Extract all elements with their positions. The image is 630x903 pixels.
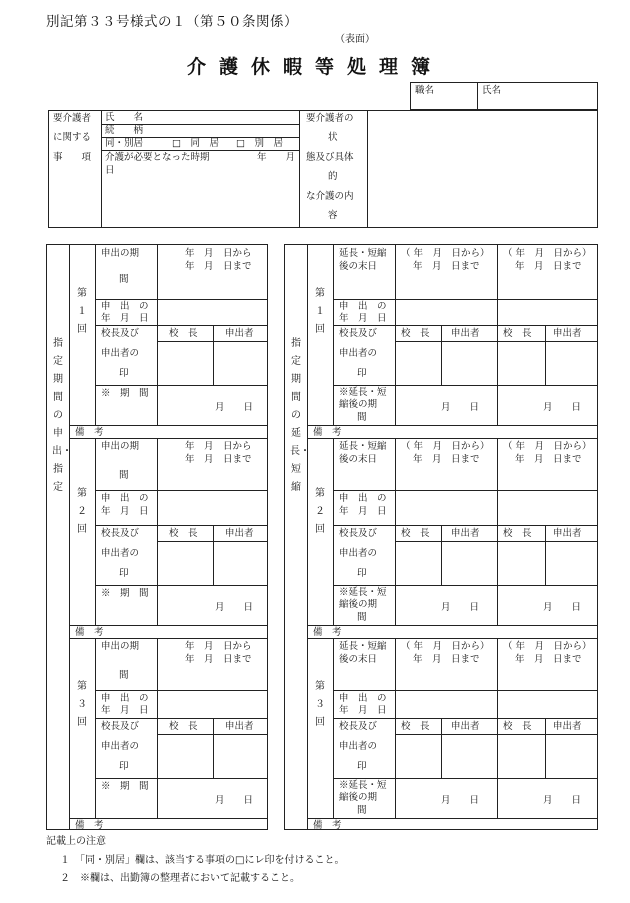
cohab-option-together[interactable]: □ 同 居 [172, 138, 219, 149]
right-b3-ext-label: 延長・短縮 [339, 641, 387, 652]
condition-label-5: な介護の内 [306, 191, 354, 202]
right-b2-date-label-2: 年 月 日 [339, 506, 387, 517]
right-b1-remarks: 備 考 [313, 427, 342, 438]
left-b2-term-label: ※ 期 間 [101, 588, 149, 599]
left-b3-date-label-2: 年 月 日 [101, 705, 149, 716]
form-id: 別記第３３号様式の１（第５０条関係） [46, 14, 298, 30]
subject-label-3: 事 項 [53, 152, 92, 163]
condition-label-4: 的 [328, 171, 338, 182]
left-b1-seal-label-2: 申出者の [101, 348, 140, 359]
left-b3-applicant: 申出者 [225, 721, 254, 732]
left-b3-period-label: 申出の期 [101, 641, 140, 652]
right-b2-term-label-3: 間 [357, 612, 367, 623]
left-b3-period-label-2: 間 [119, 670, 129, 681]
right-b1-term-label: ※延長・短 [339, 387, 387, 398]
right-b1-seal-label-2: 申出者の [339, 348, 378, 359]
care-subject-box [48, 110, 598, 228]
right-vertical-label: 指定期間の延長・短縮 [290, 338, 310, 493]
right-b1-applicant-1: 申出者 [451, 328, 480, 339]
right-b3-term-value-1: 月 日 [441, 795, 480, 806]
right-b3-seal-label-3: 印 [357, 761, 367, 772]
left-b3-seal-label-3: 印 [119, 761, 129, 772]
note-item-1: １ 「同・別居」欄は、該当する事項の□にレ印を付けること。 [60, 855, 345, 866]
right-b1-date-label-2: 年 月 日 [339, 313, 387, 324]
cohab-label: 同・別居 [105, 138, 144, 149]
time-value-ym: 年 月 [257, 152, 296, 163]
right-b3-seal-label: 校長及び [339, 721, 378, 732]
right-b3-term-label-3: 間 [357, 805, 367, 816]
right-b2-principal-1: 校 長 [401, 528, 430, 539]
left-vertical-label: 指定期間の申出・指定 [52, 338, 72, 493]
right-b2-date-label: 申 出 の [339, 493, 387, 504]
right-b3-applicant-1: 申出者 [451, 721, 480, 732]
left-b2-date-label: 申 出 の [101, 493, 149, 504]
left-b1-date-label-2: 年 月 日 [101, 313, 149, 324]
right-b1-term-value-1: 月 日 [441, 402, 480, 413]
left-block-3-num: 第３回 [77, 681, 87, 728]
right-b1-term-label-3: 間 [357, 412, 367, 423]
left-b1-remarks: 備 考 [75, 427, 104, 438]
right-b3-ext2-from: （ 年 月 日から） [503, 641, 592, 652]
right-b2-ext1-to: 年 月 日まで [413, 454, 480, 465]
right-b3-term-label-2: 縮後の期 [339, 792, 378, 803]
left-b1-term-label: ※ 期 間 [101, 388, 149, 399]
right-b2-seal-label-3: 印 [357, 568, 367, 579]
condition-label-3: 態及び具体 [306, 152, 354, 163]
right-b3-term-value-2: 月 日 [543, 795, 582, 806]
right-b3-term-label: ※延長・短 [339, 780, 387, 791]
right-b1-ext2-from: （ 年 月 日から） [503, 248, 592, 259]
left-block-1-num: 第１回 [77, 288, 87, 335]
left-b1-period-label-2: 間 [119, 274, 129, 285]
right-block-2-num: 第２回 [315, 488, 325, 535]
left-b1-period-label: 申出の期 [101, 248, 140, 259]
left-b2-period-label: 申出の期 [101, 441, 140, 452]
page-title: 介護休暇等処理簿 [186, 56, 443, 78]
right-b3-principal-1: 校 長 [401, 721, 430, 732]
right-b1-applicant-2: 申出者 [553, 328, 582, 339]
post-label: 職名 [415, 85, 435, 96]
right-b2-term-value-1: 月 日 [441, 602, 480, 613]
right-b3-date-label: 申 出 の [339, 693, 387, 704]
left-b1-period-from: 年 月 日から [185, 248, 252, 259]
left-b3-period-to: 年 月 日まで [185, 654, 252, 665]
right-b1-ext1-to: 年 月 日まで [413, 261, 480, 272]
right-b1-ext1-from: （ 年 月 日から） [401, 248, 490, 259]
right-b1-principal-1: 校 長 [401, 328, 430, 339]
left-b2-seal-label-3: 印 [119, 568, 129, 579]
care-name-label: 氏 名 [105, 112, 144, 123]
left-b3-seal-label: 校長及び [101, 721, 140, 732]
right-b1-term-value-2: 月 日 [543, 402, 582, 413]
right-b2-ext-label-2: 後の末日 [339, 454, 378, 465]
right-b3-ext-label-2: 後の末日 [339, 654, 378, 665]
right-block-1-num: 第１回 [315, 288, 325, 335]
name-label: 氏名 [482, 85, 502, 96]
notes-heading: 記載上の注意 [46, 836, 106, 847]
left-b2-seal-label: 校長及び [101, 528, 140, 539]
right-b2-principal-2: 校 長 [503, 528, 532, 539]
right-b3-ext2-to: 年 月 日まで [515, 654, 582, 665]
right-b2-remarks: 備 考 [313, 627, 342, 638]
note-item-2: ２ ※欄は、出勤簿の整理者において記載すること。 [60, 873, 300, 884]
left-b1-period-to: 年 月 日まで [185, 261, 252, 272]
left-b2-period-label-2: 間 [119, 470, 129, 481]
time-value-d: 日 [105, 165, 115, 176]
right-b3-applicant-2: 申出者 [553, 721, 582, 732]
left-b1-seal-label-3: 印 [119, 368, 129, 379]
left-b2-period-from: 年 月 日から [185, 441, 252, 452]
left-b2-term-value: 月 日 [215, 602, 254, 613]
right-b3-principal-2: 校 長 [503, 721, 532, 732]
left-b2-date-label-2: 年 月 日 [101, 506, 149, 517]
right-b2-ext1-from: （ 年 月 日から） [401, 441, 490, 452]
right-b2-ext2-from: （ 年 月 日から） [503, 441, 592, 452]
left-b2-principal: 校 長 [169, 528, 198, 539]
condition-label-2: 状 [328, 132, 338, 143]
left-b2-applicant: 申出者 [225, 528, 254, 539]
right-b3-date-label-2: 年 月 日 [339, 705, 387, 716]
right-b1-seal-label: 校長及び [339, 328, 378, 339]
right-grid [284, 244, 598, 830]
left-b1-seal-label: 校長及び [101, 328, 140, 339]
right-b2-seal-label: 校長及び [339, 528, 378, 539]
subject-label-1: 要介護者 [53, 113, 92, 124]
left-b1-term-value: 月 日 [215, 402, 254, 413]
time-label: 介護が必要となった時期 [105, 152, 210, 163]
left-grid [46, 244, 268, 830]
right-b2-seal-label-2: 申出者の [339, 548, 378, 559]
left-b3-term-value: 月 日 [215, 795, 254, 806]
left-b3-date-label: 申 出 の [101, 693, 149, 704]
left-b3-remarks: 備 考 [75, 820, 104, 831]
right-b2-term-label-2: 縮後の期 [339, 599, 378, 610]
left-b3-period-from: 年 月 日から [185, 641, 252, 652]
right-block-3-num: 第３回 [315, 681, 325, 728]
right-b1-seal-label-3: 印 [357, 368, 367, 379]
left-b1-principal: 校 長 [169, 328, 198, 339]
cohab-option-separate[interactable]: □ 別 居 [236, 138, 283, 149]
condition-label-6: 容 [328, 210, 338, 221]
left-b1-date-label: 申 出 の [101, 301, 149, 312]
left-b2-remarks: 備 考 [75, 627, 104, 638]
right-b2-applicant-1: 申出者 [451, 528, 480, 539]
right-b2-applicant-2: 申出者 [553, 528, 582, 539]
left-b1-applicant: 申出者 [225, 328, 254, 339]
left-b2-period-to: 年 月 日まで [185, 454, 252, 465]
right-b2-ext-label: 延長・短縮 [339, 441, 387, 452]
right-b1-term-label-2: 縮後の期 [339, 399, 378, 410]
right-b1-ext-label: 延長・短縮 [339, 248, 387, 259]
right-b3-ext1-to: 年 月 日まで [413, 654, 480, 665]
relation-label: 続 柄 [105, 125, 144, 136]
right-b1-ext2-to: 年 月 日まで [515, 261, 582, 272]
left-b3-seal-label-2: 申出者の [101, 741, 140, 752]
left-b3-principal: 校 長 [169, 721, 198, 732]
right-b2-term-label: ※延長・短 [339, 587, 387, 598]
right-b3-remarks: 備 考 [313, 820, 342, 831]
subject-label-2: に関する [53, 132, 92, 143]
right-b3-ext1-from: （ 年 月 日から） [401, 641, 490, 652]
employee-box [410, 82, 598, 110]
left-b2-seal-label-2: 申出者の [101, 548, 140, 559]
right-b2-term-value-2: 月 日 [543, 602, 582, 613]
right-b1-ext-label-2: 後の末日 [339, 261, 378, 272]
condition-label-1: 要介護者の [306, 113, 354, 124]
right-b1-date-label: 申 出 の [339, 301, 387, 312]
right-b3-seal-label-2: 申出者の [339, 741, 378, 752]
left-b3-term-label: ※ 期 間 [101, 781, 149, 792]
side-label: （表面） [335, 34, 375, 45]
right-b2-ext2-to: 年 月 日まで [515, 454, 582, 465]
left-block-2-num: 第２回 [77, 488, 87, 535]
right-b1-principal-2: 校 長 [503, 328, 532, 339]
